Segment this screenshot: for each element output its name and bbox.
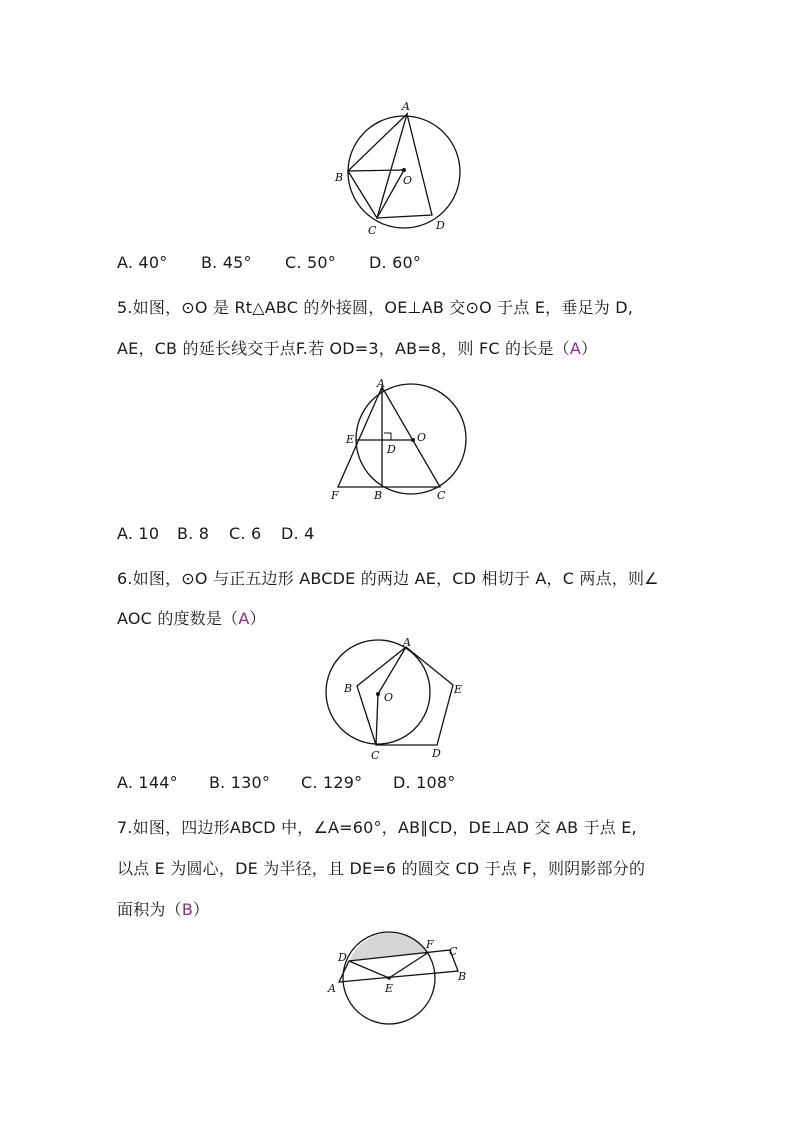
- q4-label-a: A: [402, 100, 410, 113]
- q4-center-dot: [402, 168, 406, 172]
- q6-option-a[interactable]: A. 144°: [117, 773, 178, 792]
- q6-stem-text: AOC 的度数是（: [117, 609, 239, 628]
- q7-label-a: A: [328, 982, 336, 995]
- q5-circle: [356, 384, 466, 494]
- q6-stem-line2: [117, 606, 266, 629]
- q4-lines: [348, 114, 432, 218]
- q5-answer: A: [569, 339, 582, 358]
- q6-segment-oc: [376, 694, 378, 745]
- q6-option-c[interactable]: C. 129°: [301, 773, 363, 792]
- q7-stem-text: 面积为（: [117, 900, 182, 919]
- q6-label-c: C: [371, 749, 380, 762]
- q5-label-a: A: [377, 377, 385, 390]
- q5-options: [117, 524, 314, 543]
- q6-label-o: O: [384, 691, 394, 704]
- q4-label-d: D: [436, 219, 445, 232]
- q5-stem-line2: [117, 336, 597, 359]
- q5-label-o: O: [417, 431, 427, 444]
- q6-label-d: D: [432, 747, 441, 760]
- q4-options: [117, 253, 421, 272]
- q4-figure: [330, 95, 470, 240]
- q6-answer: A: [238, 609, 250, 628]
- q4-label-o: O: [403, 174, 413, 187]
- q7-stem-line2: 以点 E 为圆心，DE 为半径，且 DE=6 的圆交 CD 于点 F，则阴影部分的: [117, 859, 646, 878]
- q5-label-b: B: [374, 489, 383, 502]
- q7-label-c: C: [449, 945, 458, 958]
- q6-label-b: B: [344, 682, 353, 695]
- q5-option-b[interactable]: B. 8: [177, 524, 210, 543]
- q5-stem-close: ）: [581, 339, 598, 358]
- q5-stem-line1: 5.如图，⊙O 是 Rt△ABC 的外接圆，OE⊥AB 交⊙O 于点 E，垂足为 D,: [117, 298, 634, 317]
- q6-option-b[interactable]: B. 130°: [209, 773, 271, 792]
- q5-stem-text: AE，CB 的延长线交于点F.若 OD=3，AB=8，则 FC 的长是（: [117, 339, 570, 358]
- q6-segment-oa: [378, 647, 406, 694]
- q4-option-b[interactable]: B. 45°: [201, 253, 252, 272]
- q5-option-a[interactable]: A. 10: [117, 524, 160, 543]
- q6-center-dot: [376, 692, 380, 696]
- q6-pentagon: [357, 647, 453, 745]
- q5-label-c: C: [437, 489, 446, 502]
- q7-answer: B: [181, 900, 193, 919]
- q7-stem-close: ）: [193, 900, 210, 919]
- q6-options: [117, 773, 455, 792]
- q4-label-b: B: [335, 171, 344, 184]
- q5-label-f: F: [331, 489, 339, 502]
- q7-segment-de: [349, 961, 389, 978]
- q6-stem-close: ）: [249, 609, 266, 628]
- q4-label-c: C: [368, 224, 377, 237]
- q7-figure: [325, 930, 475, 1030]
- q5-figure: [325, 375, 475, 505]
- q4-option-c[interactable]: C. 50°: [285, 253, 336, 272]
- q7-stem-line3: [117, 897, 209, 920]
- q5-option-c[interactable]: C. 6: [229, 524, 262, 543]
- q6-figure: [325, 635, 475, 765]
- q6-stem-line1: 6.如图，⊙O 与正五边形 ABCDE 的两边 AE，CD 相切于 A，C 两点，则∠: [117, 569, 659, 588]
- q5-center-dot: [411, 438, 415, 442]
- q4-option-a[interactable]: A. 40°: [117, 253, 168, 272]
- q5-option-d[interactable]: D. 4: [281, 524, 315, 543]
- q5-right-angle: [384, 433, 391, 440]
- q7-label-b: B: [458, 970, 467, 983]
- q5-label-e: E: [346, 433, 355, 446]
- q6-label-a: A: [403, 636, 411, 649]
- q5-label-d: D: [387, 443, 396, 456]
- q7-stem-line1: 7.如图，四边形ABCD 中，∠A=60°，AB∥CD，DE⊥AD 交 AB 于点 E,: [117, 818, 637, 837]
- q7-label-f: F: [426, 938, 434, 951]
- q6-option-d[interactable]: D. 108°: [393, 773, 456, 792]
- q7-center-dot: [387, 976, 391, 980]
- q6-label-e: E: [454, 683, 463, 696]
- q4-option-d[interactable]: D. 60°: [369, 253, 422, 272]
- q7-label-e: E: [385, 982, 394, 995]
- q7-label-d: D: [338, 951, 347, 964]
